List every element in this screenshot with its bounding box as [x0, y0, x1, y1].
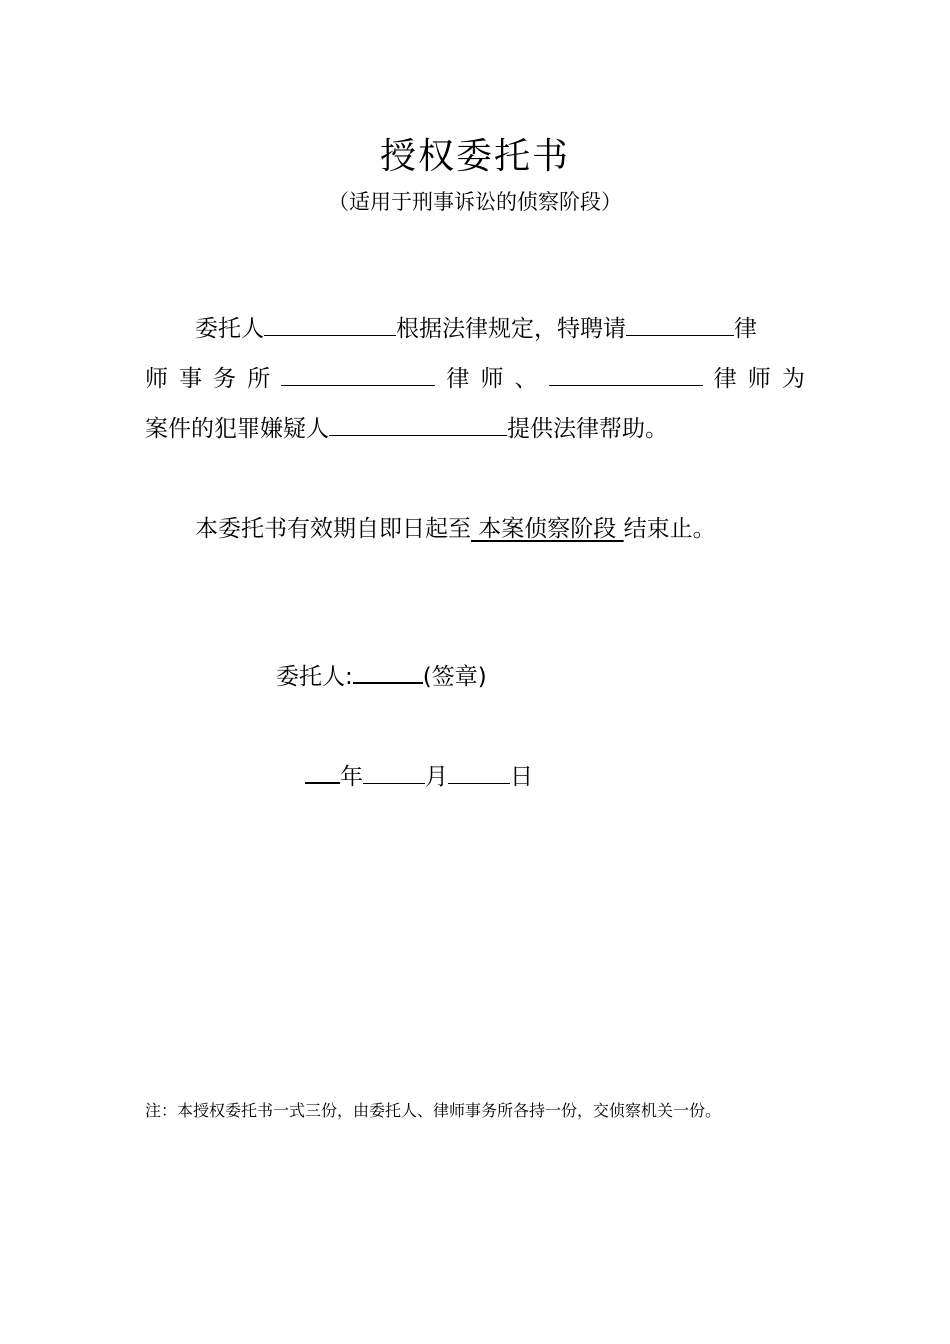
word-char: 务: [213, 366, 237, 392]
client-label: 委托人: [195, 316, 264, 342]
lawyer1-blank[interactable]: [281, 361, 435, 386]
validity-suffix: 结束止。: [623, 516, 716, 542]
document-title: 授权委托书: [379, 136, 570, 177]
month-label: 月: [425, 764, 448, 790]
hire-text: 根据法律规定，特聘请: [396, 316, 626, 342]
validity-prefix: 本委托书有效期自即日起至: [195, 516, 471, 542]
word-char: 为: [781, 366, 805, 392]
date-line: [305, 758, 533, 791]
signature-line: [276, 658, 487, 691]
year-label: 年: [340, 764, 363, 790]
word-char: 律: [446, 366, 470, 392]
signature-blank[interactable]: [353, 658, 423, 684]
word-char: 师: [747, 366, 771, 392]
validity-line: [195, 510, 716, 543]
signature-label: 委托人:: [276, 664, 353, 690]
footnote: 注：本授权委托书一式三份，由委托人、律师事务所各持一份，交侦察机关一份。: [145, 1101, 722, 1120]
month-blank[interactable]: [363, 759, 425, 784]
suspect-name-blank[interactable]: [329, 411, 507, 436]
lawyer2-blank[interactable]: [549, 361, 703, 386]
word-char: 、: [514, 366, 538, 392]
word-char: 所: [247, 366, 271, 392]
document-subtitle: （适用于刑事诉讼的侦察阶段）: [328, 190, 622, 214]
word-char: 事: [179, 366, 203, 392]
word-char: 师: [480, 366, 504, 392]
word-char: 师: [145, 366, 168, 392]
lv-char: 律: [734, 316, 757, 342]
para1-line1: [195, 310, 757, 343]
validity-period: 本案侦察阶段: [471, 516, 624, 542]
year-blank[interactable]: [305, 758, 340, 784]
legal-help-text: 提供法律帮助。: [507, 416, 668, 442]
para1-line2: [145, 360, 805, 393]
day-blank[interactable]: [448, 759, 510, 784]
law-firm-blank[interactable]: [626, 311, 734, 336]
word-char: 律: [713, 366, 737, 392]
client-name-blank[interactable]: [264, 311, 396, 336]
para1-line3: [145, 410, 668, 443]
day-label: 日: [510, 764, 533, 790]
seal-label: (签章): [422, 664, 487, 690]
suspect-label: 案件的犯罪嫌疑人: [145, 416, 329, 442]
